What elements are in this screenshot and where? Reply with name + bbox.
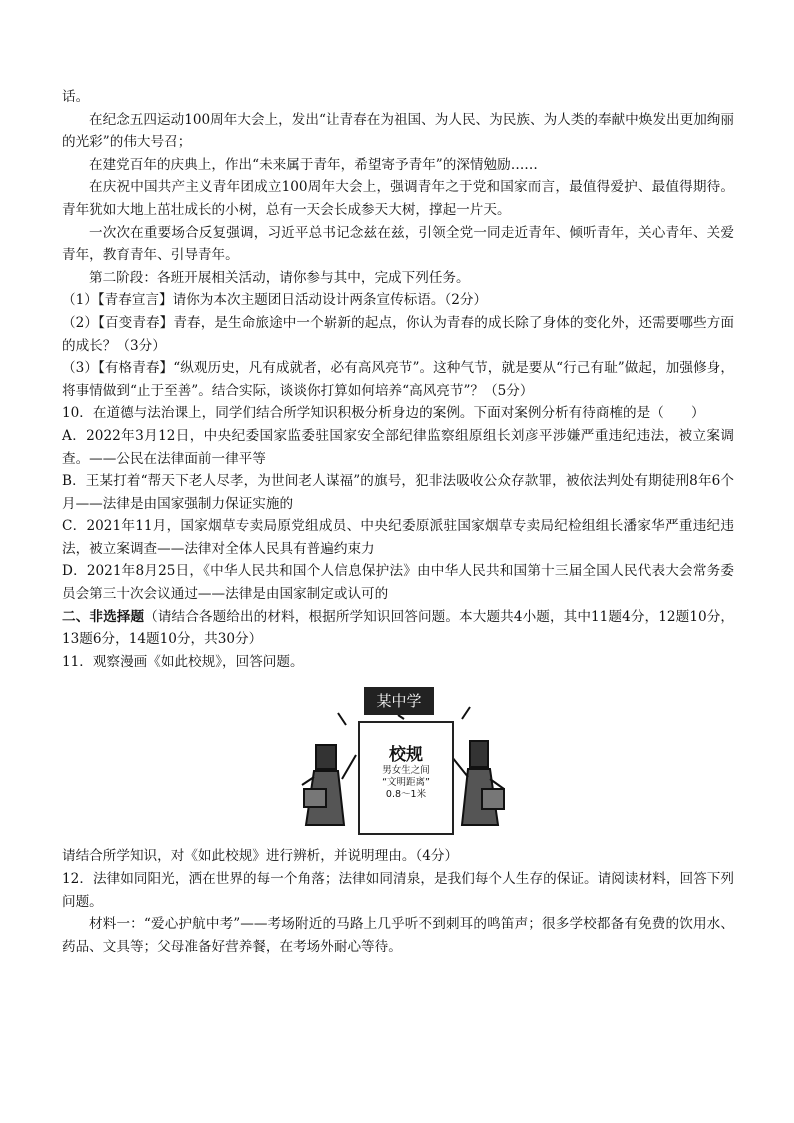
cartoon-sign-school: 某中学 xyxy=(364,687,434,715)
question-3: （3）【有格青春】“纵观历史，凡有成就者，必有高风亮节”。这种气节，就是要从“行己有耻”做起，加强修身，将事情做到“止于至善”。结合实际，谈谈你打算如何培养“高风亮节”？（5分） xyxy=(62,360,734,399)
cartoon-rule-title: 校规 xyxy=(389,745,423,766)
text-line: 话。 xyxy=(62,89,90,105)
option-d: D．2021年8月25日，《中华人民共和国个人信息保护法》由中华人民共和国第十三届全国人民代表大会常务委员会第三十次会议通过——法律是由国家制定或认可的 xyxy=(62,563,734,603)
material-one: 材料一：“爱心护航中考”——考场附近的马路上几乎听不到刺耳的鸣笛声；很多学校都备有免费的饮用水、药品、文具等；父母准备好营养餐，在考场外耐心等待。 xyxy=(62,916,734,955)
stage-two-instruction: 第二阶段：各班开展相关活动，请你参与其中，完成下列任务。 xyxy=(89,269,470,286)
text-paragraph: 在纪念五四运动100周年大会上，发出“让青春在为祖国、为人民、为民族、为人类的奉献中焕发出更加绚丽的光彩”的伟大号召； xyxy=(62,111,734,151)
question-2: （2）【百变青春】青春，是生命旅途中一个崭新的起点，你认为青春的成长除了身体的变化外，还需要哪些方面的成长？（3分） xyxy=(62,314,734,354)
document-page xyxy=(62,86,734,958)
question-10: 10．在道德与法治课上，同学们结合所学知识积极分析身边的案例。下面对案例分析有待商榷的是（ ） xyxy=(62,405,705,422)
text-paragraph: 在建党百年的庆典上，作出“未来属于青年，希望寄予青年”的深情勉励…… xyxy=(89,156,538,173)
section-two-title: 二、非选择题 xyxy=(62,608,145,625)
cartoon-rule-line: 男女生之间 xyxy=(382,765,430,777)
cartoon-rule-line: “文明距离” xyxy=(382,777,430,789)
option-c: C．2021年11月，国家烟草专卖局原党组成员、中央纪委原派驻国家烟草专卖局纪检组组长潘家华严重违纪违法，被立案调查——法律对全体人民具有普遍约束力 xyxy=(62,518,734,557)
question-11-prompt: 请结合所学知识，对《如此校规》进行辨析，并说明理由。（4分） xyxy=(62,848,459,865)
option-a: A．2022年3月12日，中央纪委国家监委驻国家安全部纪律监察组原组长刘彦平涉嫌严重违纪违法，被立案调查。——公民在法律面前一律平等 xyxy=(62,427,734,467)
text-paragraph: 在庆祝中国共产主义青年团成立100周年大会上，强调青年之于党和国家而言，最值得爱护、最值得期待。青年犹如大地上茁壮成长的小树，总有一天会长成参天大树，撑起一片天。 xyxy=(62,179,734,218)
text-paragraph: 一次次在重要场合反复强调，习近平总书记念兹在兹，引领全党一同走近青年、倾听青年，关心青年、关爱青年，教育青年、引导青年。 xyxy=(62,224,734,264)
section-two-heading xyxy=(62,606,734,651)
cartoon-rule-sheet xyxy=(358,721,454,835)
cartoon-rule-line: 0.8～1米 xyxy=(385,789,427,801)
cartoon-image xyxy=(286,685,518,833)
section-two-description: （请结合各题给出的材料，根据所学知识回答问题。本大题共4小题，其中11题4分，12题10分，13题6分，14题10分，共30分） xyxy=(62,608,735,648)
question-1: （1）【青春宣言】请你为本次主题团日活动设计两条宣传标语。（2分） xyxy=(62,292,488,309)
question-11: 11．观察漫画《如此校规》，回答问题。 xyxy=(62,653,304,670)
question-12: 12．法律如同阳光，洒在世界的每一个角落；法律如同清泉，是我们每个人生存的保证。请阅读材料，回答下列问题。 xyxy=(62,871,734,910)
option-b: B．王某打着“帮天下老人尽孝，为世间老人谋福”的旗号，犯非法吸收公众存款罪，被依法判处有期徒刑8年6个月——法律是由国家强制力保证实施的 xyxy=(62,473,734,512)
cartoon-figure xyxy=(62,685,734,835)
